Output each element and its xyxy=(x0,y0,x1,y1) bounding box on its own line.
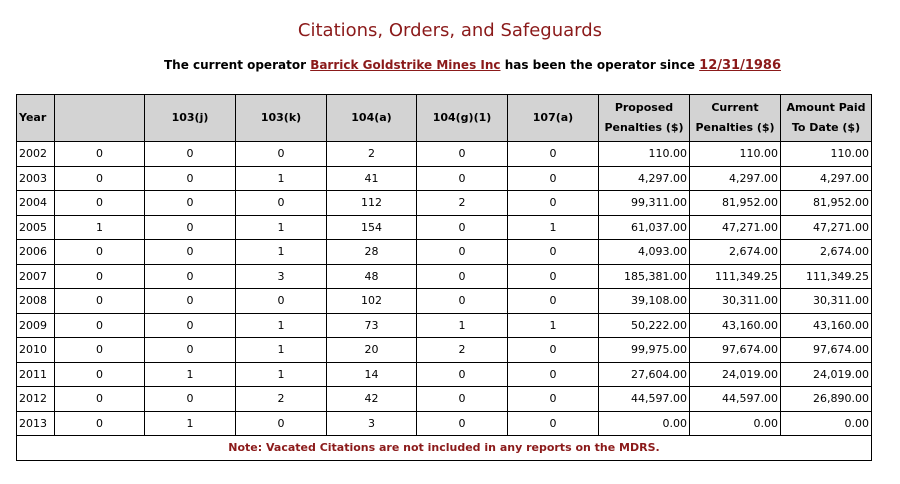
table-row xyxy=(17,362,872,387)
cell-104g1: 0 xyxy=(417,411,508,436)
cell-103k: 1 xyxy=(236,338,327,363)
cell-paid: 97,674.00 xyxy=(781,338,872,363)
cell-year: 2008 xyxy=(17,289,55,314)
header-current-penalties xyxy=(690,95,781,142)
header-104a: 104(a) xyxy=(327,95,417,142)
cell-current: 43,160.00 xyxy=(690,313,781,338)
cell-blank-col: 1 xyxy=(55,215,145,240)
cell-proposed: 110.00 xyxy=(599,142,690,167)
cell-current: 0.00 xyxy=(690,411,781,436)
cell-104g1: 2 xyxy=(417,191,508,216)
cell-104a: 14 xyxy=(327,362,417,387)
cell-103j: 0 xyxy=(145,289,236,314)
table-row xyxy=(17,166,872,191)
cell-104a: 3 xyxy=(327,411,417,436)
cell-103k: 0 xyxy=(236,142,327,167)
header-proposed-line2: Penalties ($) xyxy=(604,121,684,134)
cell-current: 47,271.00 xyxy=(690,215,781,240)
cell-103j: 0 xyxy=(145,166,236,191)
cell-103k: 3 xyxy=(236,264,327,289)
header-current-line2: Penalties ($) xyxy=(695,121,775,134)
cell-103k: 0 xyxy=(236,411,327,436)
table-header-row xyxy=(17,95,872,142)
cell-103k: 0 xyxy=(236,289,327,314)
cell-104g1: 0 xyxy=(417,362,508,387)
cell-107a: 1 xyxy=(508,215,599,240)
cell-blank-col: 0 xyxy=(55,240,145,265)
header-proposed-line1: Proposed xyxy=(614,101,674,114)
cell-103k: 2 xyxy=(236,387,327,412)
cell-107a: 0 xyxy=(508,264,599,289)
cell-year: 2003 xyxy=(17,166,55,191)
cell-blank-col: 0 xyxy=(55,313,145,338)
cell-104a: 154 xyxy=(327,215,417,240)
cell-103j: 0 xyxy=(145,338,236,363)
cell-paid: 2,674.00 xyxy=(781,240,872,265)
cell-paid: 111,349.25 xyxy=(781,264,872,289)
table-row xyxy=(17,142,872,167)
cell-proposed: 50,222.00 xyxy=(599,313,690,338)
operator-middle-text: has been the operator since xyxy=(504,58,695,72)
citations-table xyxy=(16,94,872,461)
table-row xyxy=(17,289,872,314)
header-blank xyxy=(55,95,145,142)
cell-paid: 110.00 xyxy=(781,142,872,167)
cell-103k: 1 xyxy=(236,215,327,240)
cell-current: 97,674.00 xyxy=(690,338,781,363)
table-row xyxy=(17,215,872,240)
cell-current: 30,311.00 xyxy=(690,289,781,314)
cell-year: 2010 xyxy=(17,338,55,363)
cell-blank-col: 0 xyxy=(55,362,145,387)
cell-proposed: 4,297.00 xyxy=(599,166,690,191)
cell-blank-col: 0 xyxy=(55,191,145,216)
cell-paid: 26,890.00 xyxy=(781,387,872,412)
cell-blank-col: 0 xyxy=(55,166,145,191)
cell-104g1: 0 xyxy=(417,240,508,265)
cell-104a: 112 xyxy=(327,191,417,216)
table-row xyxy=(17,240,872,265)
cell-year: 2002 xyxy=(17,142,55,167)
cell-current: 2,674.00 xyxy=(690,240,781,265)
cell-103j: 0 xyxy=(145,313,236,338)
cell-103j: 0 xyxy=(145,240,236,265)
cell-103j: 0 xyxy=(145,142,236,167)
table-row xyxy=(17,387,872,412)
cell-103j: 0 xyxy=(145,387,236,412)
cell-year: 2005 xyxy=(17,215,55,240)
cell-104g1: 0 xyxy=(417,166,508,191)
cell-blank-col: 0 xyxy=(55,387,145,412)
header-amount-paid xyxy=(781,95,872,142)
note-row xyxy=(17,436,872,461)
cell-107a: 0 xyxy=(508,362,599,387)
cell-year: 2012 xyxy=(17,387,55,412)
table-row xyxy=(17,313,872,338)
cell-year: 2007 xyxy=(17,264,55,289)
cell-paid: 0.00 xyxy=(781,411,872,436)
cell-paid: 30,311.00 xyxy=(781,289,872,314)
header-104g1: 104(g)(1) xyxy=(417,95,508,142)
cell-proposed: 185,381.00 xyxy=(599,264,690,289)
cell-103k: 1 xyxy=(236,362,327,387)
cell-107a: 0 xyxy=(508,289,599,314)
cell-paid: 43,160.00 xyxy=(781,313,872,338)
cell-104a: 28 xyxy=(327,240,417,265)
cell-104a: 102 xyxy=(327,289,417,314)
cell-104a: 48 xyxy=(327,264,417,289)
cell-103j: 1 xyxy=(145,411,236,436)
header-103j: 103(j) xyxy=(145,95,236,142)
cell-104a: 2 xyxy=(327,142,417,167)
cell-103k: 1 xyxy=(236,313,327,338)
cell-103k: 0 xyxy=(236,191,327,216)
cell-104a: 20 xyxy=(327,338,417,363)
cell-paid: 81,952.00 xyxy=(781,191,872,216)
cell-107a: 0 xyxy=(508,166,599,191)
cell-blank-col: 0 xyxy=(55,264,145,289)
cell-104a: 73 xyxy=(327,313,417,338)
cell-103j: 0 xyxy=(145,191,236,216)
cell-104a: 41 xyxy=(327,166,417,191)
cell-proposed: 61,037.00 xyxy=(599,215,690,240)
cell-blank-col: 0 xyxy=(55,411,145,436)
cell-proposed: 99,975.00 xyxy=(599,338,690,363)
cell-103j: 1 xyxy=(145,362,236,387)
cell-year: 2006 xyxy=(17,240,55,265)
cell-current: 4,297.00 xyxy=(690,166,781,191)
cell-current: 111,349.25 xyxy=(690,264,781,289)
cell-103j: 0 xyxy=(145,264,236,289)
cell-104g1: 0 xyxy=(417,215,508,240)
vacated-citations-note: Note: Vacated Citations are not included in any reports on the MDRS. xyxy=(17,436,872,461)
header-paid-line1: Amount Paid xyxy=(786,101,866,114)
cell-current: 24,019.00 xyxy=(690,362,781,387)
cell-proposed: 4,093.00 xyxy=(599,240,690,265)
cell-current: 44,597.00 xyxy=(690,387,781,412)
cell-107a: 0 xyxy=(508,142,599,167)
header-paid-line2: To Date ($) xyxy=(791,121,861,134)
cell-proposed: 44,597.00 xyxy=(599,387,690,412)
cell-103k: 1 xyxy=(236,240,327,265)
cell-107a: 0 xyxy=(508,240,599,265)
cell-107a: 0 xyxy=(508,387,599,412)
cell-paid: 4,297.00 xyxy=(781,166,872,191)
cell-103j: 0 xyxy=(145,215,236,240)
header-current-line1: Current xyxy=(711,101,759,114)
cell-year: 2009 xyxy=(17,313,55,338)
cell-104g1: 0 xyxy=(417,142,508,167)
cell-107a: 0 xyxy=(508,411,599,436)
operator-line xyxy=(0,58,900,73)
cell-blank-col: 0 xyxy=(55,289,145,314)
cell-blank-col: 0 xyxy=(55,142,145,167)
table-row xyxy=(17,191,872,216)
table-row xyxy=(17,264,872,289)
cell-paid: 24,019.00 xyxy=(781,362,872,387)
cell-104g1: 1 xyxy=(417,313,508,338)
operator-since-link[interactable]: 12/31/1986 xyxy=(699,58,782,73)
header-year: Year xyxy=(17,95,55,142)
cell-current: 81,952.00 xyxy=(690,191,781,216)
operator-name-link[interactable]: Barrick Goldstrike Mines Inc xyxy=(310,58,501,72)
cell-year: 2013 xyxy=(17,411,55,436)
header-proposed-penalties xyxy=(599,95,690,142)
cell-104g1: 0 xyxy=(417,387,508,412)
cell-paid: 47,271.00 xyxy=(781,215,872,240)
header-107a: 107(a) xyxy=(508,95,599,142)
page-title: Citations, Orders, and Safeguards xyxy=(297,20,603,41)
cell-104g1: 0 xyxy=(417,289,508,314)
operator-prefix: The current operator xyxy=(163,58,306,72)
cell-104g1: 0 xyxy=(417,264,508,289)
table-row xyxy=(17,411,872,436)
cell-104a: 42 xyxy=(327,387,417,412)
cell-year: 2004 xyxy=(17,191,55,216)
table-row xyxy=(17,338,872,363)
cell-104g1: 2 xyxy=(417,338,508,363)
cell-107a: 0 xyxy=(508,191,599,216)
cell-103k: 1 xyxy=(236,166,327,191)
cell-107a: 1 xyxy=(508,313,599,338)
cell-proposed: 39,108.00 xyxy=(599,289,690,314)
cell-proposed: 27,604.00 xyxy=(599,362,690,387)
cell-107a: 0 xyxy=(508,338,599,363)
cell-proposed: 99,311.00 xyxy=(599,191,690,216)
cell-blank-col: 0 xyxy=(55,338,145,363)
cell-proposed: 0.00 xyxy=(599,411,690,436)
cell-current: 110.00 xyxy=(690,142,781,167)
header-103k: 103(k) xyxy=(236,95,327,142)
cell-year: 2011 xyxy=(17,362,55,387)
